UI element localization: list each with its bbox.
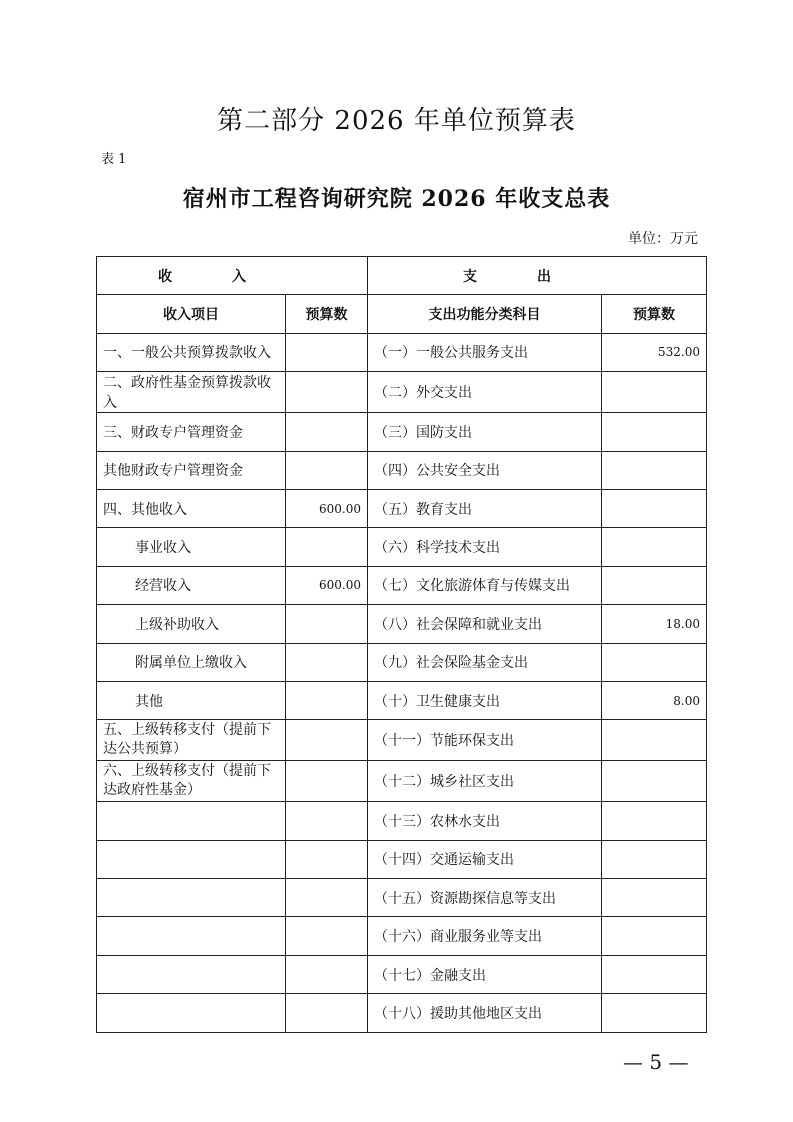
table-row: [97, 413, 707, 451]
expense-item: （十六）商业服务业等支出: [368, 917, 602, 955]
income-item: 其他财政专户管理资金: [97, 451, 286, 489]
expense-amount: [602, 994, 707, 1032]
expense-item: （八）社会保障和就业支出: [368, 605, 602, 643]
expense-item: （十四）交通运输支出: [368, 840, 602, 878]
expense-item: （十七）金融支出: [368, 955, 602, 993]
income-item: [97, 802, 286, 840]
expense-amount: [602, 528, 707, 566]
expense-amount: 8.00: [602, 681, 707, 719]
expense-item: （六）科学技术支出: [368, 528, 602, 566]
expense-item: （十二）城乡社区支出: [368, 761, 602, 802]
income-amount: [286, 994, 368, 1032]
table-row: [97, 451, 707, 489]
income-item: [97, 955, 286, 993]
income-item: [97, 917, 286, 955]
table-row: [97, 720, 707, 761]
expense-section-header: 支出: [368, 257, 707, 295]
income-amount: [286, 955, 368, 993]
page-number: — 5 —: [623, 1050, 689, 1074]
expense-amount: [602, 879, 707, 917]
income-item: 二、政府性基金预算拨款收入: [97, 372, 286, 413]
income-item: 五、上级转移支付（提前下达公共预算）: [97, 720, 286, 761]
table-row: [97, 489, 707, 527]
income-item: [97, 840, 286, 878]
income-amount: [286, 451, 368, 489]
table-row: [97, 955, 707, 993]
expense-item: （十三）农林水支出: [368, 802, 602, 840]
expense-amount: [602, 413, 707, 451]
unit-label: 单位：万元: [628, 231, 698, 247]
expense-item: （十一）节能环保支出: [368, 720, 602, 761]
part-title: 第二部分 2026 年单位预算表: [217, 106, 576, 136]
column-header-income-item: 收入项目: [97, 295, 286, 333]
income-amount: [286, 333, 368, 371]
table-number: 表 1: [101, 152, 127, 167]
expense-amount: [602, 489, 707, 527]
expense-amount: [602, 720, 707, 761]
income-amount: [286, 528, 368, 566]
table-row: [97, 605, 707, 643]
expense-amount: 532.00: [602, 333, 707, 371]
expense-item: （三）国防支出: [368, 413, 602, 451]
column-header-income-amount: 预算数: [286, 295, 368, 333]
table-row: [97, 681, 707, 719]
expense-item: （七）文化旅游体育与传媒支出: [368, 566, 602, 604]
income-item: 事业收入: [97, 528, 286, 566]
expense-amount: [602, 372, 707, 413]
table-row: [97, 372, 707, 413]
expense-item: （二）外交支出: [368, 372, 602, 413]
expense-item: （十）卫生健康支出: [368, 681, 602, 719]
income-item: [97, 994, 286, 1032]
expense-amount: [602, 761, 707, 802]
income-amount: [286, 413, 368, 451]
expense-amount: [602, 917, 707, 955]
budget-table: [96, 256, 707, 1033]
income-item: 经营收入: [97, 566, 286, 604]
expense-item: （十五）资源勘探信息等支出: [368, 879, 602, 917]
expense-item: （五）教育支出: [368, 489, 602, 527]
table-row: [97, 994, 707, 1032]
table-row: [97, 879, 707, 917]
income-amount: [286, 840, 368, 878]
table-row: [97, 761, 707, 802]
income-amount: [286, 879, 368, 917]
income-item: 一、一般公共预算拨款收入: [97, 333, 286, 371]
table-row: [97, 802, 707, 840]
income-item: [97, 879, 286, 917]
column-header-expense-item: 支出功能分类科目: [368, 295, 602, 333]
income-amount: [286, 605, 368, 643]
income-item: 上级补助收入: [97, 605, 286, 643]
table-row: [97, 917, 707, 955]
income-amount: [286, 917, 368, 955]
expense-amount: [602, 566, 707, 604]
expense-amount: [602, 840, 707, 878]
income-item: 三、财政专户管理资金: [97, 413, 286, 451]
table-row: [97, 840, 707, 878]
income-item: 附属单位上缴收入: [97, 643, 286, 681]
expense-amount: [602, 802, 707, 840]
income-amount: [286, 761, 368, 802]
income-amount: [286, 802, 368, 840]
income-amount: 600.00: [286, 489, 368, 527]
income-amount: [286, 643, 368, 681]
expense-amount: [602, 643, 707, 681]
expense-item: （四）公共安全支出: [368, 451, 602, 489]
income-item: 六、上级转移支付（提前下达政府性基金）: [97, 761, 286, 802]
expense-item: （十八）援助其他地区支出: [368, 994, 602, 1032]
expense-item: （九）社会保险基金支出: [368, 643, 602, 681]
income-item: 四、其他收入: [97, 489, 286, 527]
table-row: [97, 528, 707, 566]
income-item: 其他: [97, 681, 286, 719]
expense-amount: [602, 451, 707, 489]
income-section-header: 收入: [97, 257, 368, 295]
column-header-expense-amount: 预算数: [602, 295, 707, 333]
income-amount: [286, 681, 368, 719]
table-row: [97, 566, 707, 604]
expense-item: （一）一般公共服务支出: [368, 333, 602, 371]
income-amount: [286, 372, 368, 413]
table-row: [97, 333, 707, 371]
table-row: [97, 643, 707, 681]
document-title: 宿州市工程咨询研究院 2026 年收支总表: [182, 186, 611, 212]
income-amount: 600.00: [286, 566, 368, 604]
expense-amount: 18.00: [602, 605, 707, 643]
expense-amount: [602, 955, 707, 993]
income-amount: [286, 720, 368, 761]
